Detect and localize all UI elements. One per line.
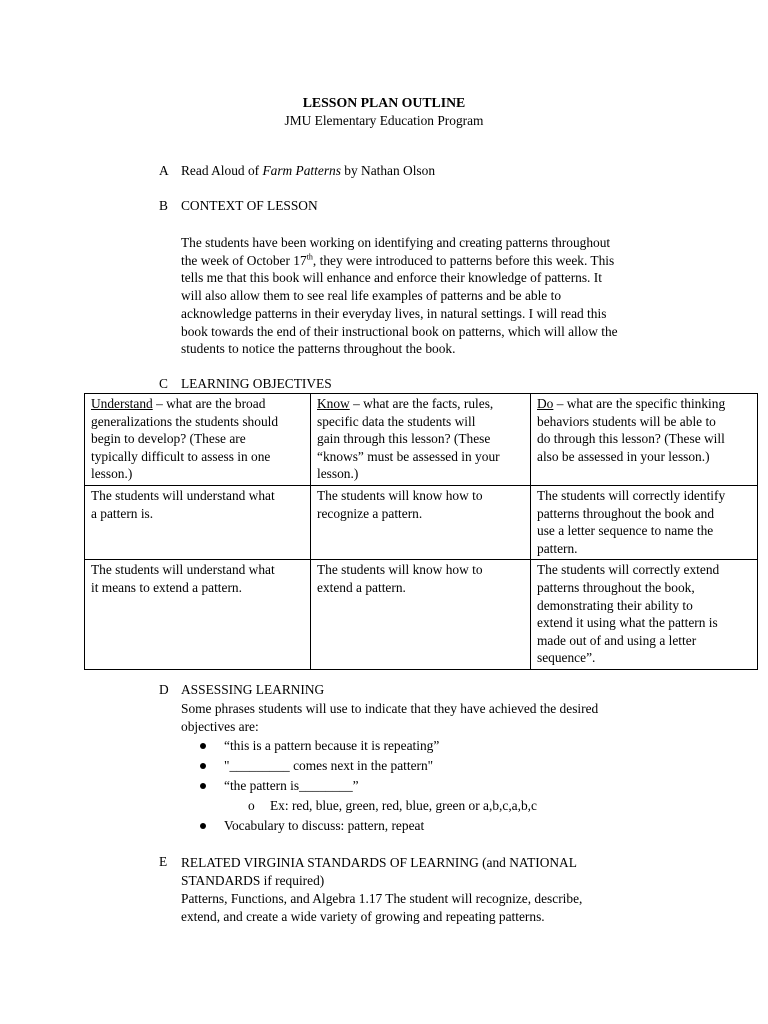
section-a-suffix: by Nathan Olson [340,163,436,178]
cell-line: demonstrating their ability to [537,597,693,613]
section-d-heading: ASSESSING LEARNING [181,682,325,697]
list-item [200,737,537,757]
header-text: typically difficult to assess in one [91,448,271,464]
list-item [200,757,537,777]
table-cell [531,560,758,670]
cell-line: The students will correctly extend [537,562,720,578]
header-text: “knows” must be assessed in your [317,448,500,464]
know-header-cell [311,394,531,486]
list-item-text: Vocabulary to discuss: pattern, repeat [224,818,425,833]
list-item-text: “the pattern is________” [224,778,359,793]
section-c-letter: C [159,376,168,391]
cell-line: extend it using what the pattern is [537,615,718,631]
page-title: LESSON PLAN OUTLINE [302,95,466,110]
context-line-2-post: , they were introduced to patterns before this week. This [312,252,615,268]
bullet-icon [200,763,206,769]
header-text: – what are the broad [152,396,266,411]
understand-key: Understand [91,396,153,411]
intro-line: objectives are: [181,718,259,734]
bullet-icon [200,823,206,829]
context-line [181,252,681,270]
section-a-prefix: Read Aloud of [181,163,263,178]
understand-header-cell [85,394,311,486]
table-cell [85,560,311,670]
section-b-heading: CONTEXT OF LESSON [181,198,318,213]
bullet-icon [200,783,206,789]
section-d-letter: D [159,682,169,697]
cell-line: recognize a pattern. [317,505,423,521]
phrase-list [200,737,537,837]
cell-line: The students will understand what [91,487,275,503]
cell-line: extend a pattern. [317,579,406,595]
header-text: behaviors students will be able to [537,413,716,429]
intro-line: Some phrases students will use to indicate that they have achieved the desired [181,701,599,716]
table-cell [311,560,531,670]
objectives-table [84,393,758,670]
section-c-heading: LEARNING OBJECTIVES [181,376,332,391]
section-a-letter: A [159,163,169,178]
header-text: begin to develop? (These are [91,431,246,447]
header-text: lesson.) [317,466,359,482]
page-subtitle: JMU Elementary Education Program [284,113,484,128]
cell-line: pattern. [537,540,578,556]
cell-line: made out of and using a letter [537,632,697,648]
context-line-2-pre: the week of October 17 [181,252,307,268]
header-text: do through this lesson? (These will [537,431,725,447]
section-b-letter: B [159,198,168,213]
table-cell [85,485,311,559]
context-line: will also allow them to see real life examples of patterns and be able to [181,288,562,304]
list-item [200,777,537,797]
cell-line: use a letter sequence to name the [537,523,714,539]
context-paragraph [181,234,681,358]
cell-line: sequence”. [537,650,596,666]
header-text: – what are the facts, rules, [349,396,494,411]
section-e-letter: E [159,854,168,869]
list-item-text: “this is a pattern because it is repeating” [224,738,440,753]
context-line: book towards the end of their instructional book on patterns, which will allow the [181,323,618,339]
header-text: also be assessed in your lesson.) [537,448,710,464]
assessing-intro [181,700,681,735]
list-item [200,817,537,837]
context-line: tells me that this book will enhance and enforce their knowledge of patterns. It [181,270,602,286]
standards-text-line: Patterns, Functions, and Algebra 1.17 The student will recognize, describe, [181,891,583,906]
header-text: lesson.) [91,466,133,482]
sub-list-item-text: Ex: red, blue, green, red, blue, green or a,b,c,a,b,c [270,798,537,813]
list-item-text: "_________ comes next in the pattern" [224,758,434,773]
table-header-row [85,394,758,486]
context-line: students to notice the patterns throughout the book. [181,341,456,357]
cell-line: a pattern is. [91,505,154,521]
section-a-heading [181,163,435,179]
standards-text-line: extend, and create a wide variety of growing and repeating patterns. [181,909,545,924]
header-text: gain through this lesson? (These [317,431,491,447]
context-line: The students have been working on identifying and creating patterns throughout [181,235,611,250]
know-key: Know [317,396,350,411]
cell-line: The students will understand what [91,562,275,578]
table-row [85,485,758,559]
cell-line: it means to extend a pattern. [91,579,242,595]
table-cell [311,485,531,559]
sub-list-item [200,797,537,817]
context-line: acknowledge patterns in their everyday lives, in natural settings. I will read this [181,305,607,321]
bullet-icon [200,743,206,749]
do-key: Do [537,396,554,411]
cell-line: The students will know how to [317,562,483,578]
standards-heading-line: STANDARDS if required) [181,873,325,888]
cell-line: The students will know how to [317,487,483,503]
standards-heading-line: RELATED VIRGINIA STANDARDS OF LEARNING (and NATIONAL [181,855,577,870]
cell-line: patterns throughout the book and [537,505,715,521]
header-text: generalizations the students should [91,413,279,429]
header-text: specific data the students will [317,413,476,429]
table-row [85,560,758,670]
do-header-cell [531,394,758,486]
standards-block [181,854,681,926]
header-text: – what are the specific thinking [553,396,726,411]
ordinal-suffix: th [306,252,313,262]
cell-line: The students will correctly identify [537,487,726,503]
cell-line: patterns throughout the book, [537,579,695,595]
book-title: Farm Patterns [262,163,341,178]
hollow-bullet-icon: o [248,798,255,813]
table-cell [531,485,758,559]
